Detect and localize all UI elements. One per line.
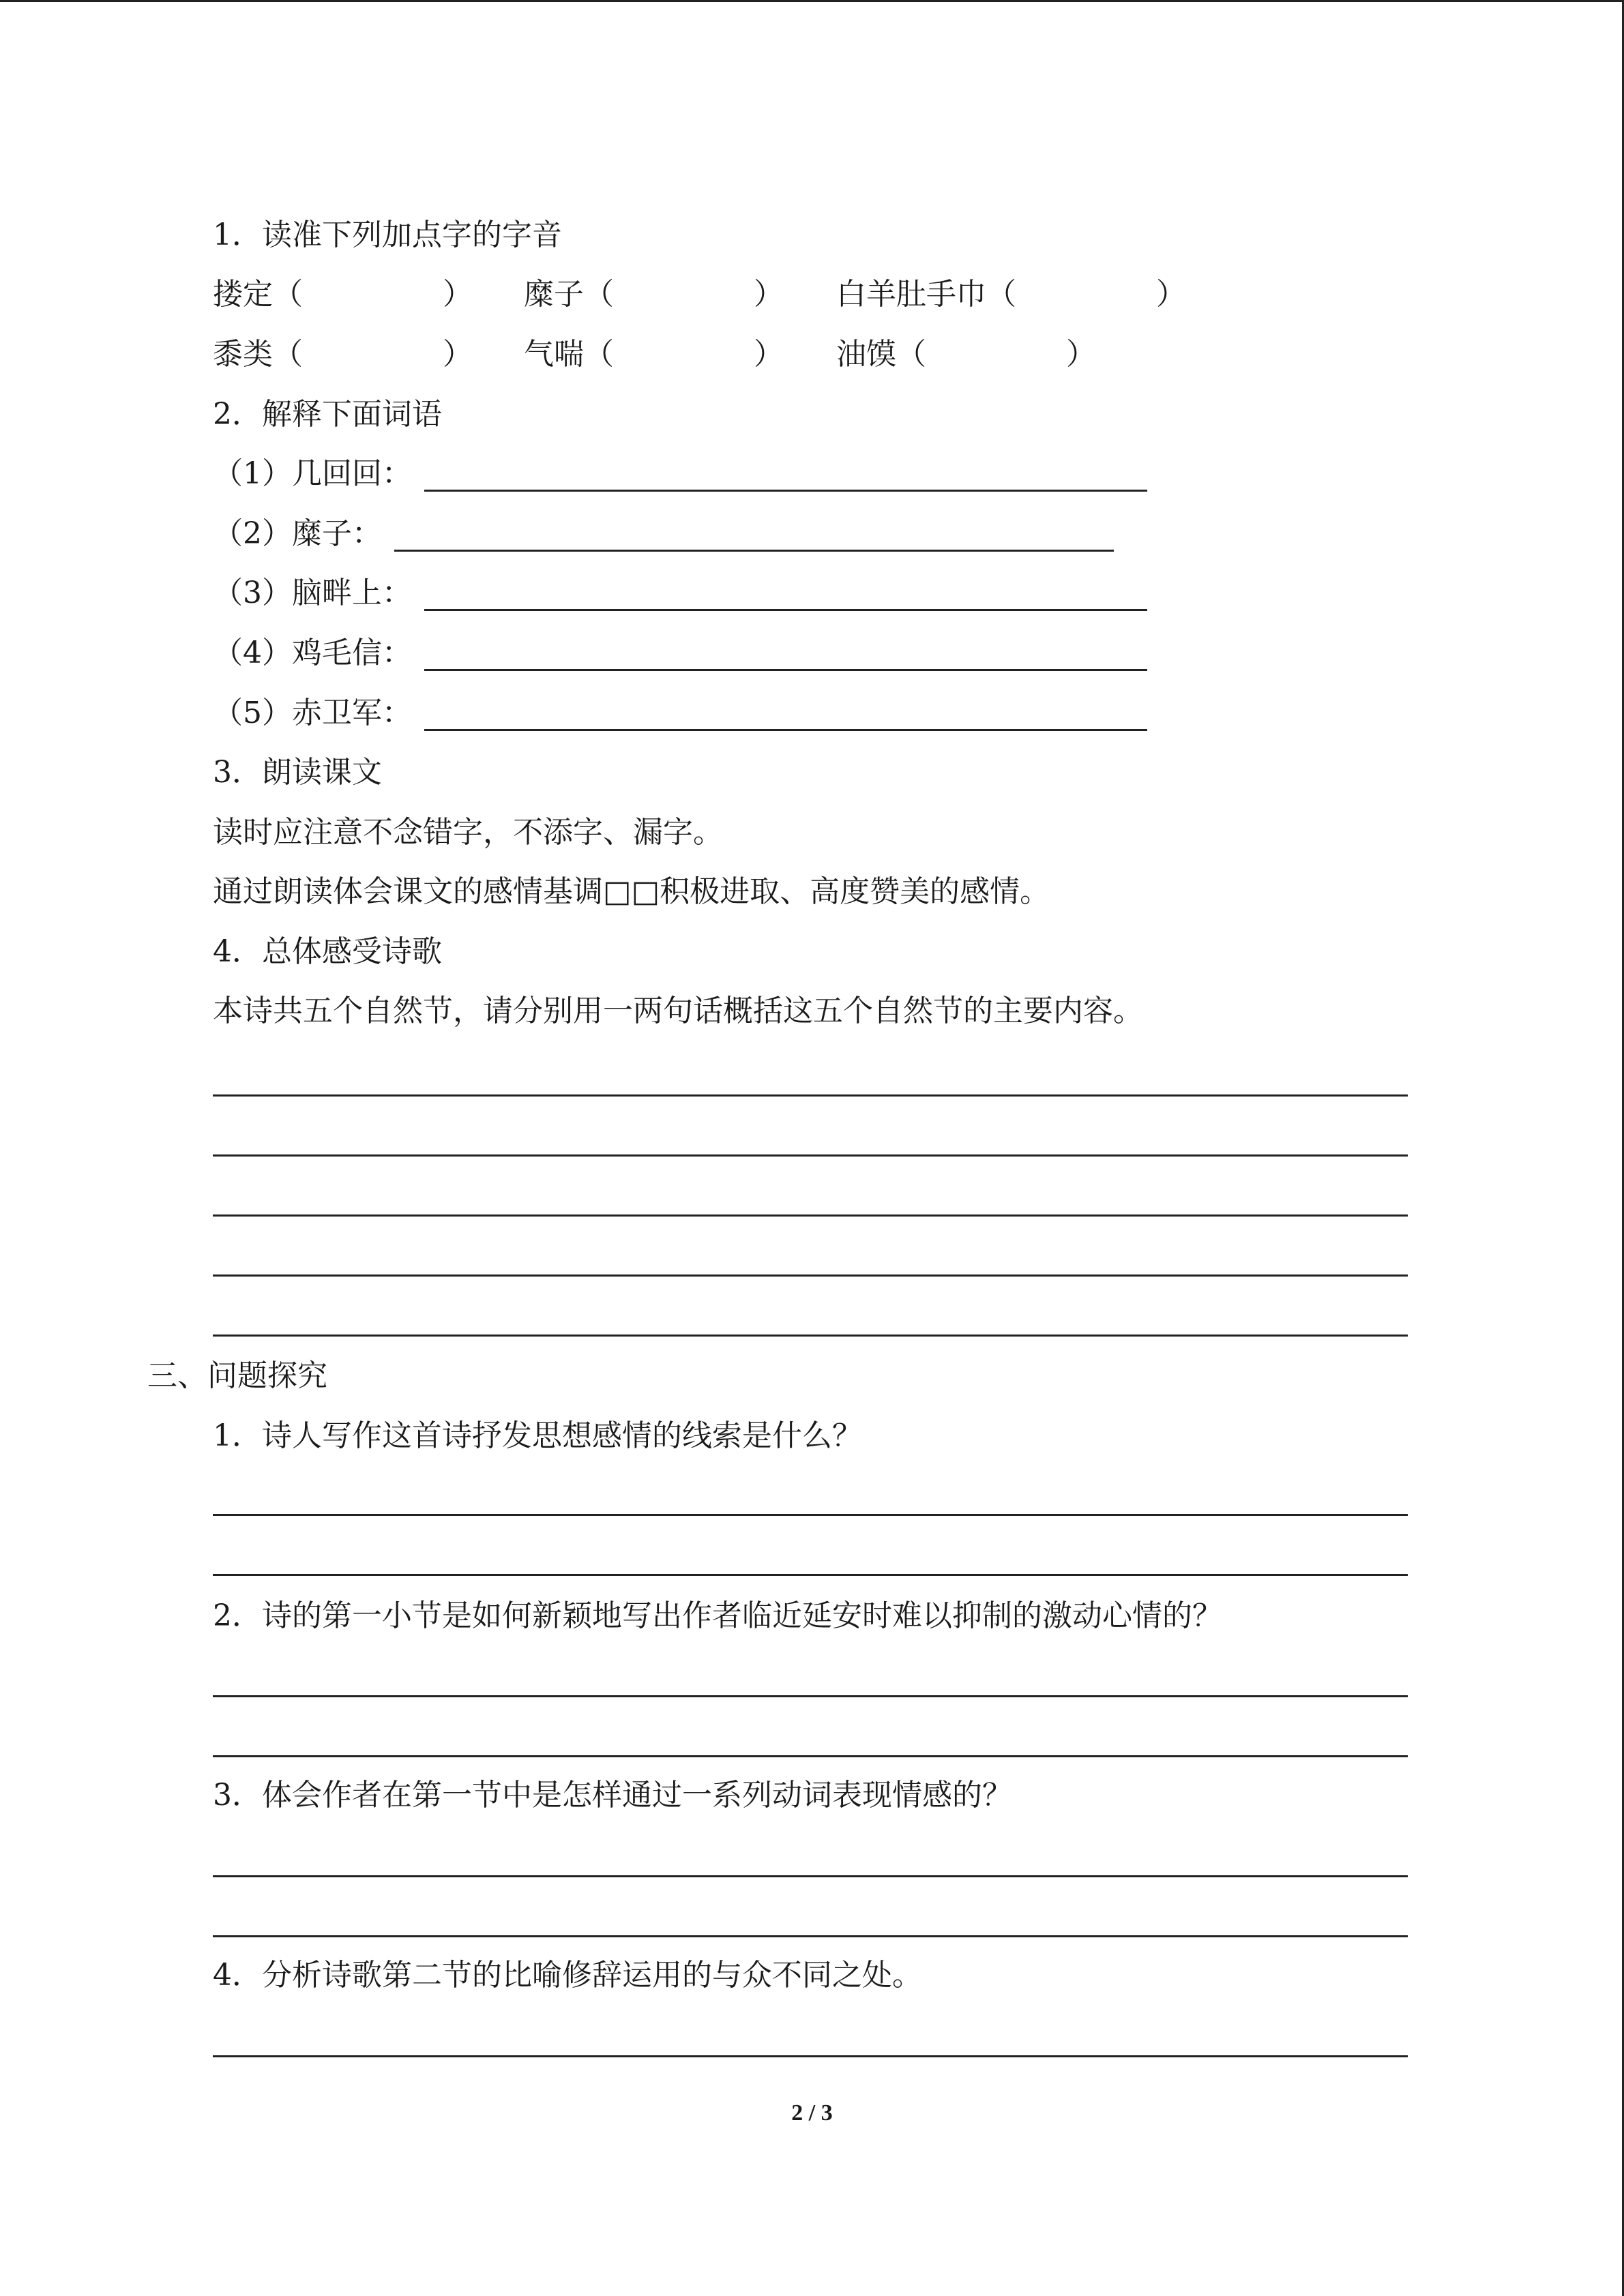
vocab-item-3: （3）脑畔上： — [213, 576, 412, 610]
vocab-answer-line-5[interactable] — [424, 729, 1147, 731]
q4-answer-line-1[interactable] — [213, 1094, 1408, 1097]
vocab-item-4: （4）鸡毛信： — [213, 636, 412, 670]
inquiry-answer-line-4a[interactable] — [213, 2055, 1408, 2057]
pinyin-item-3: 白羊肚手巾（ ） — [836, 277, 1186, 312]
q3-title: 3．朗读课文 — [213, 755, 382, 790]
vocab-item-2: （2）糜子： — [213, 516, 382, 551]
q4-answer-line-4[interactable] — [213, 1274, 1408, 1277]
vocab-answer-line-2[interactable] — [394, 550, 1114, 552]
inquiry-question-3: 3．体会作者在第一节中是怎样通过一系列动词表现情感的？ — [213, 1778, 1012, 1813]
q1-title: 1．读准下列加点字的字音 — [213, 218, 562, 252]
vocab-answer-line-4[interactable] — [424, 669, 1147, 671]
inquiry-answer-line-1a[interactable] — [213, 1514, 1408, 1516]
pinyin-item-4: 黍类（ ） — [213, 337, 473, 372]
vocab-item-5: （5）赤卫军： — [213, 696, 412, 730]
inquiry-question-4: 4．分析诗歌第二节的比喻修辞运用的与众不同之处。 — [213, 1958, 922, 1993]
pinyin-item-2: 糜子（ ） — [524, 277, 784, 312]
inquiry-answer-line-3a[interactable] — [213, 1875, 1408, 1877]
q4-title: 4．总体感受诗歌 — [213, 934, 442, 969]
vocab-answer-line-3[interactable] — [424, 609, 1147, 611]
vocab-answer-line-1[interactable] — [424, 490, 1147, 492]
inquiry-answer-line-1b[interactable] — [213, 1574, 1408, 1576]
q4-answer-line-2[interactable] — [213, 1154, 1408, 1157]
pinyin-item-1: 搂定（ ） — [213, 277, 473, 312]
q4-line-1: 本诗共五个自然节，请分别用一两句话概括这五个自然节的主要内容。 — [213, 994, 1143, 1028]
pinyin-item-5: 气喘（ ） — [524, 337, 784, 372]
q3-line-2: 通过朗读体会课文的感情基调□□积极进取、高度赞美的感情。 — [213, 874, 1050, 909]
q4-answer-line-3[interactable] — [213, 1214, 1408, 1217]
pinyin-item-6: 油馍（ ） — [836, 337, 1096, 372]
q4-answer-line-5[interactable] — [213, 1335, 1408, 1337]
q2-title: 2．解释下面词语 — [213, 397, 442, 432]
inquiry-answer-line-2a[interactable] — [213, 1695, 1408, 1697]
inquiry-question-2: 2．诗的第一小节是如何新颖地写出作者临近延安时难以抑制的激动心情的？ — [213, 1598, 1222, 1633]
page-number: 2 / 3 — [791, 2100, 833, 2126]
q3-line-1: 读时应注意不念错字，不添字、漏字。 — [213, 815, 723, 850]
vocab-item-1: （1）几回回： — [213, 456, 412, 491]
inquiry-question-1: 1．诗人写作这首诗抒发思想感情的线索是什么？ — [213, 1418, 862, 1453]
inquiry-answer-line-3b[interactable] — [213, 1935, 1408, 1937]
inquiry-answer-line-2b[interactable] — [213, 1755, 1408, 1757]
section-3-heading: 三、问题探究 — [147, 1358, 327, 1393]
top-border — [0, 0, 1624, 2]
